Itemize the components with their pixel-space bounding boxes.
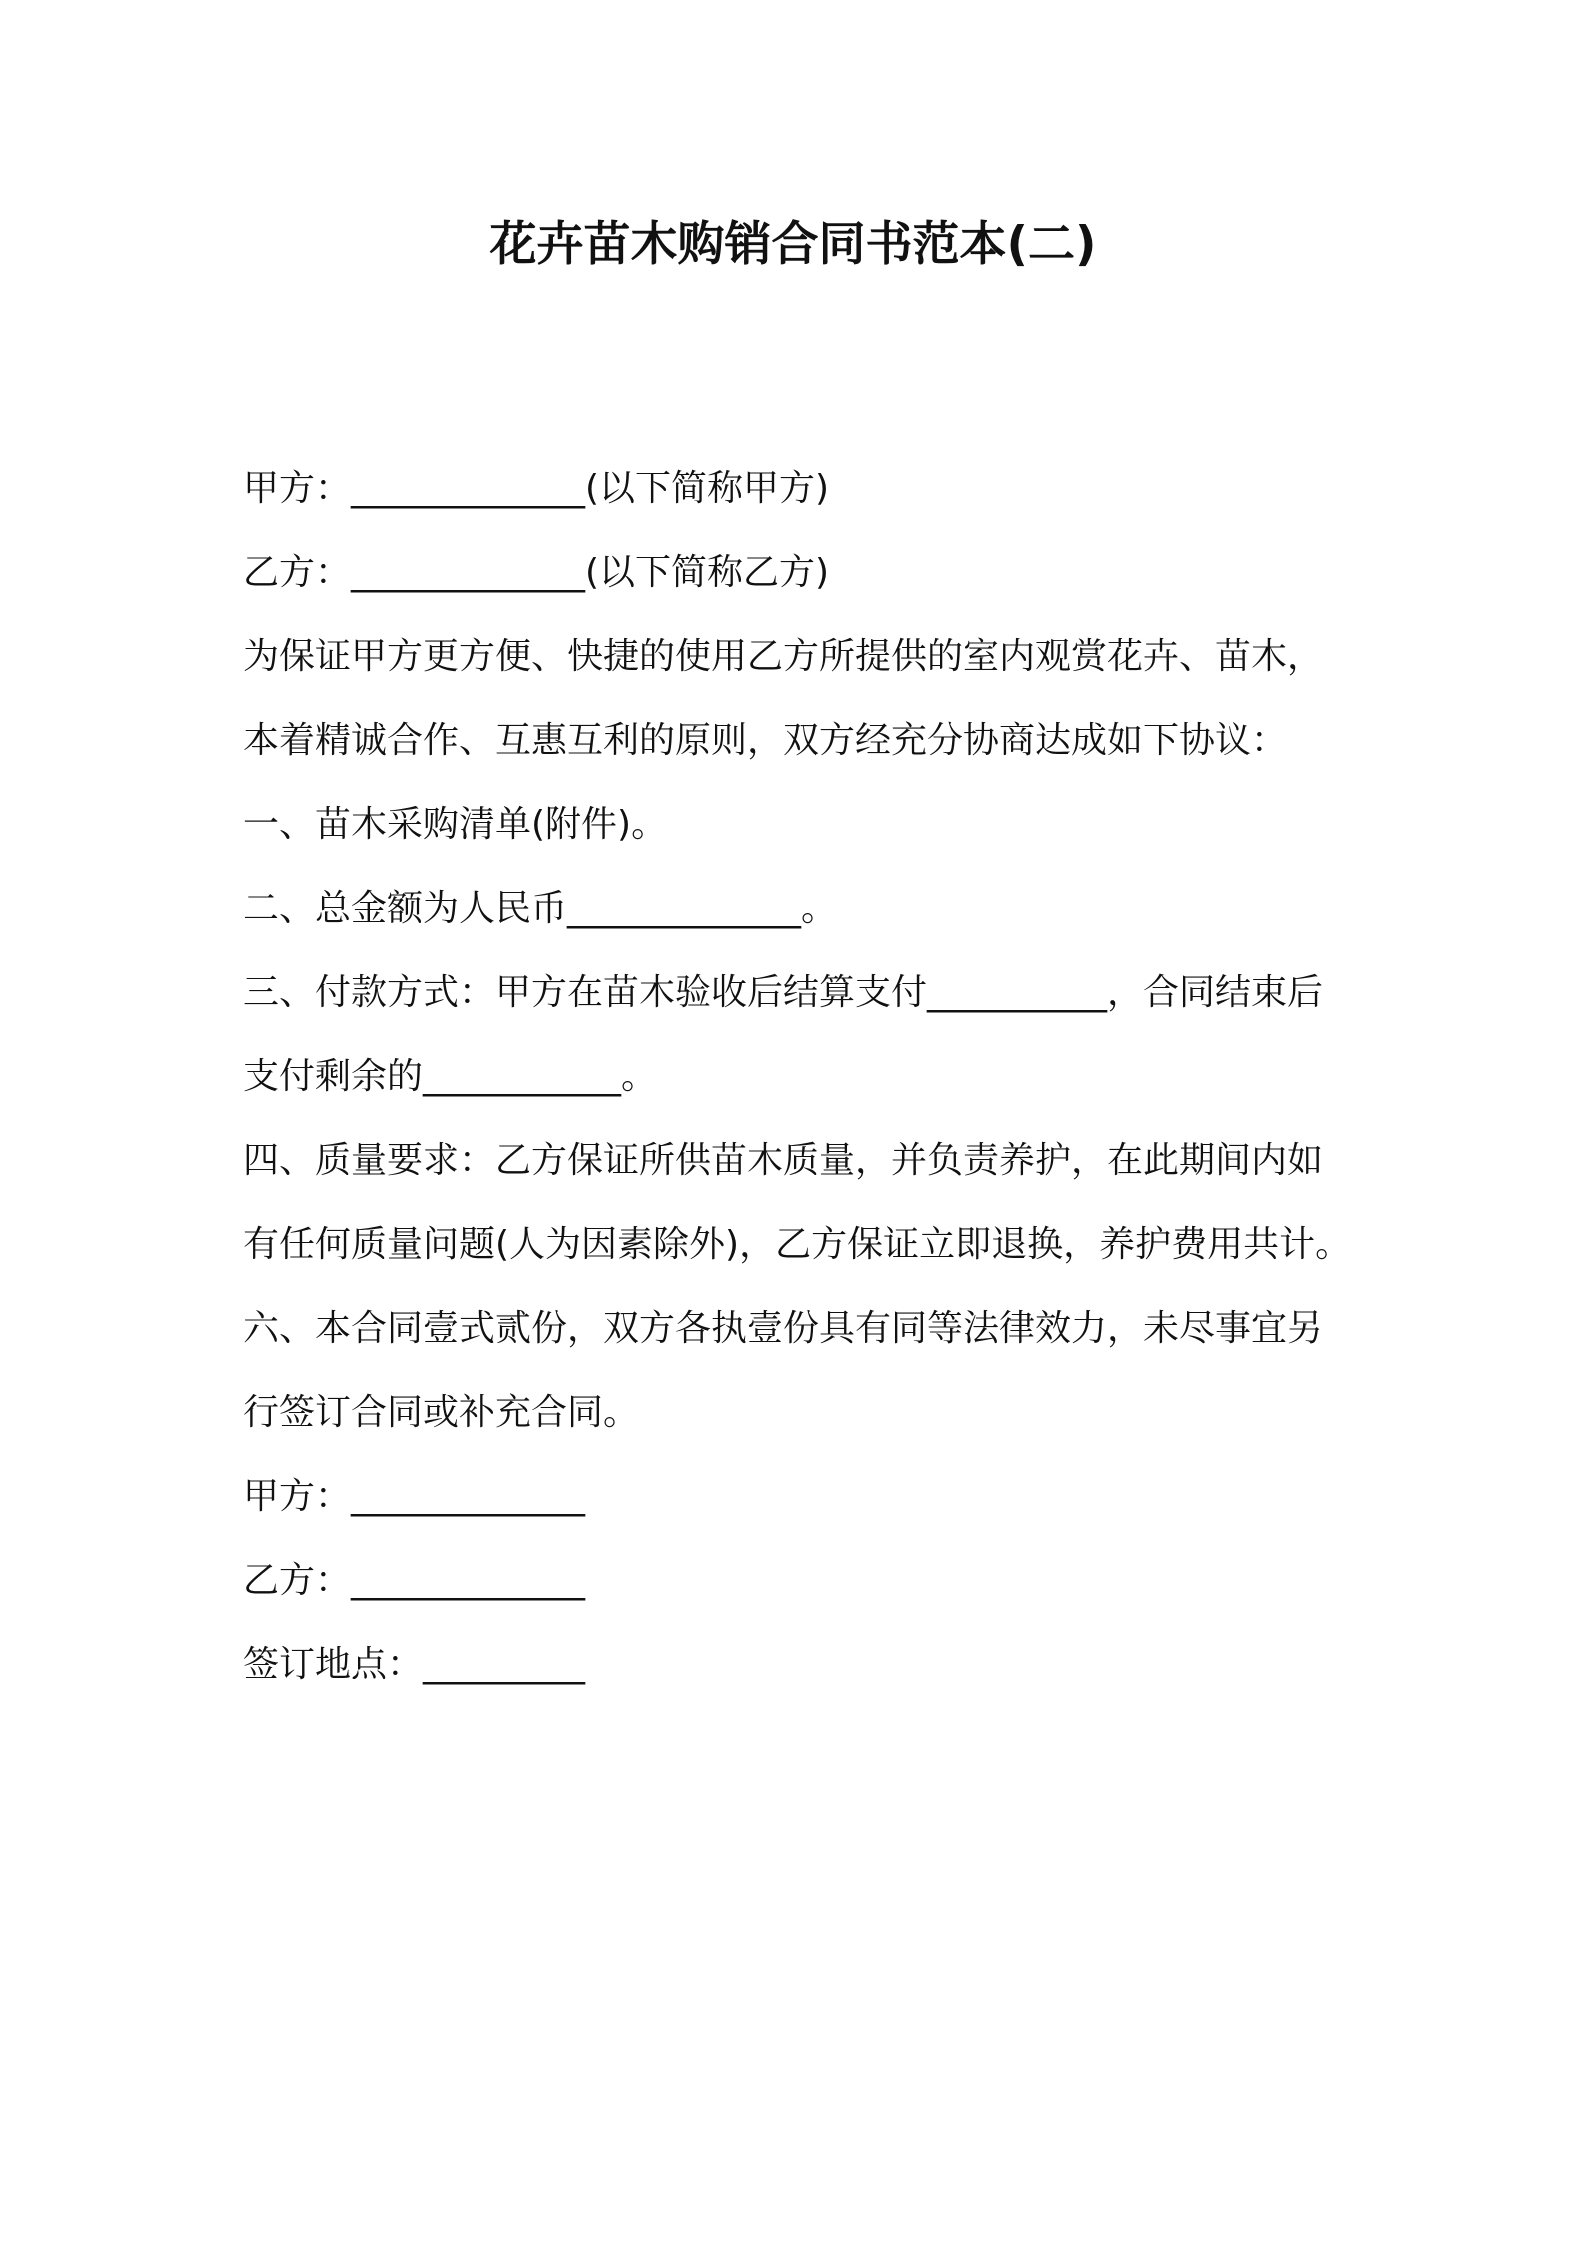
clause-4-line-1: 四、质量要求：乙方保证所供苗木质量，并负责养护，在此期间内如: [243, 1140, 1324, 1181]
document-body: [243, 447, 1363, 1707]
clause-1: 一、苗木采购清单(附件)。: [243, 804, 668, 845]
clause-2: 二、总金额为人民币_____________。: [243, 888, 838, 929]
preamble-line-1: 为保证甲方更方便、快捷的使用乙方所提供的室内观赏花卉、苗木，: [243, 636, 1324, 677]
clause-4-line-2: 有任何质量问题(人为因素除外)，乙方保证立即退换，养护费用共计。: [243, 1224, 1352, 1265]
clause-3-line-1: 三、付款方式：甲方在苗木验收后结算支付__________，合同结束后: [243, 972, 1324, 1013]
document-title: 花卉苗木购销合同书范本(二): [489, 217, 1097, 272]
preamble-line-2: 本着精诚合作、互惠互利的原则，双方经充分协商达成如下协议：: [243, 720, 1288, 761]
party-b-line: 乙方：_____________(以下简称乙方): [243, 552, 830, 593]
signing-location: 签订地点：_________: [243, 1644, 586, 1685]
clause-6-line-2: 行签订合同或补充合同。: [243, 1392, 640, 1433]
clause-3-line-2: 支付剩余的___________。: [243, 1056, 658, 1097]
party-a-line: 甲方：_____________(以下简称甲方): [243, 468, 830, 509]
clause-6-line-1: 六、本合同壹式贰份，双方各执壹份具有同等法律效力，未尽事宜另: [243, 1308, 1324, 1349]
signature-party-a: 甲方：_____________: [243, 1476, 586, 1517]
signature-party-b: 乙方：_____________: [243, 1560, 586, 1601]
